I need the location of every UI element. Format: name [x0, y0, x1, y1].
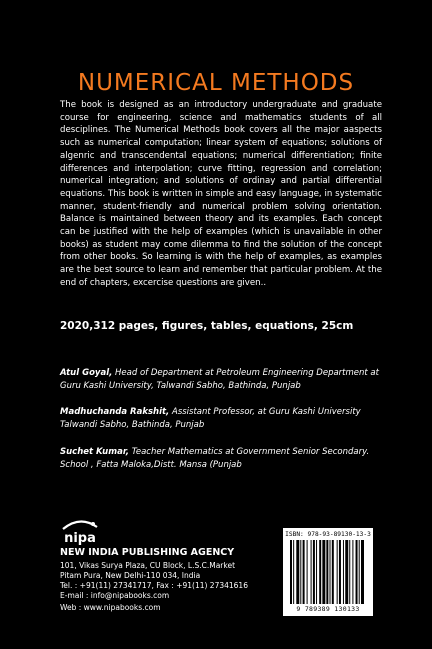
author-name: Madhuchanda Rakshit,: [60, 407, 170, 417]
publisher-address-line: Pitam Pura, New Delhi-110 034, India: [60, 571, 201, 580]
logo-text: nipa: [64, 531, 96, 545]
publisher-logo: [60, 517, 100, 545]
publisher-phone: Tel. : +91(11) 27341717, Fax : +91(11) 27341616: [60, 581, 248, 590]
author-bio: [60, 446, 390, 471]
author-bio: [60, 367, 390, 392]
isbn-barcode: [283, 528, 373, 616]
book-description: The book is designed as an introductory undergraduate and graduate course for engineering, science and mathematics students of all desciplines. The Numerical Methods book covers all the major aaspects such as numerical computation; linear system of equations; solutions of algenric and transcendental equations; numerical differentiation; finite differences and interpolation; curve fitting, regression and correlation; numerical integration; and solutions of ordinay and partial differential equations. This book is written in simple and easy language, in systematic manner, student-friendly and numerical problem solving orientation. Balance is maintained between theory and its examples. Each concept can be justified with the help of examples (which is unavailable in other books) as student may come dilemma to find the solution of the concept from other books. So learning is with the help of examples, as examples are the best source to learn and remember that particular problem. At the end of chapters, excercise questions are given..: [60, 100, 382, 288]
publisher-website: Web : www.nipabooks.com: [60, 603, 161, 612]
author-desc: Assistant Professor, at Guru Kashi University Talwandi Sabho, Bathinda, Punjab: [60, 407, 361, 430]
publisher-email: E-mail : info@nipabooks.com: [60, 591, 170, 600]
author-name: Atul Goyal,: [60, 368, 113, 378]
barcode-bars-icon: [290, 540, 366, 604]
author-bio: [60, 406, 390, 431]
author-desc: Teacher Mathematics at Government Senior Secondary. School , Fatta Maloka,Distt. Mansa (Punjab: [60, 447, 370, 470]
isbn-label: ISBN: 978-93-89130-13-3: [285, 531, 371, 538]
book-title: NUMERICAL METHODS: [77, 70, 355, 97]
publisher-address-line: 101, Vikas Surya Plaza, CU Block, L.S.C.Market: [60, 561, 236, 570]
barcode-number: 9 789389 130133: [296, 605, 360, 613]
publication-details: 2020,312 pages, figures, tables, equations, 25cm: [60, 320, 354, 332]
author-name: Suchet Kumar,: [60, 447, 129, 457]
author-desc: Head of Department at Petroleum Engineering Department at Guru Kashi University, Talwandi Sabho, Bathinda, Punjab: [60, 368, 379, 391]
publisher-name: NEW INDIA PUBLISHING AGENCY: [60, 547, 235, 558]
